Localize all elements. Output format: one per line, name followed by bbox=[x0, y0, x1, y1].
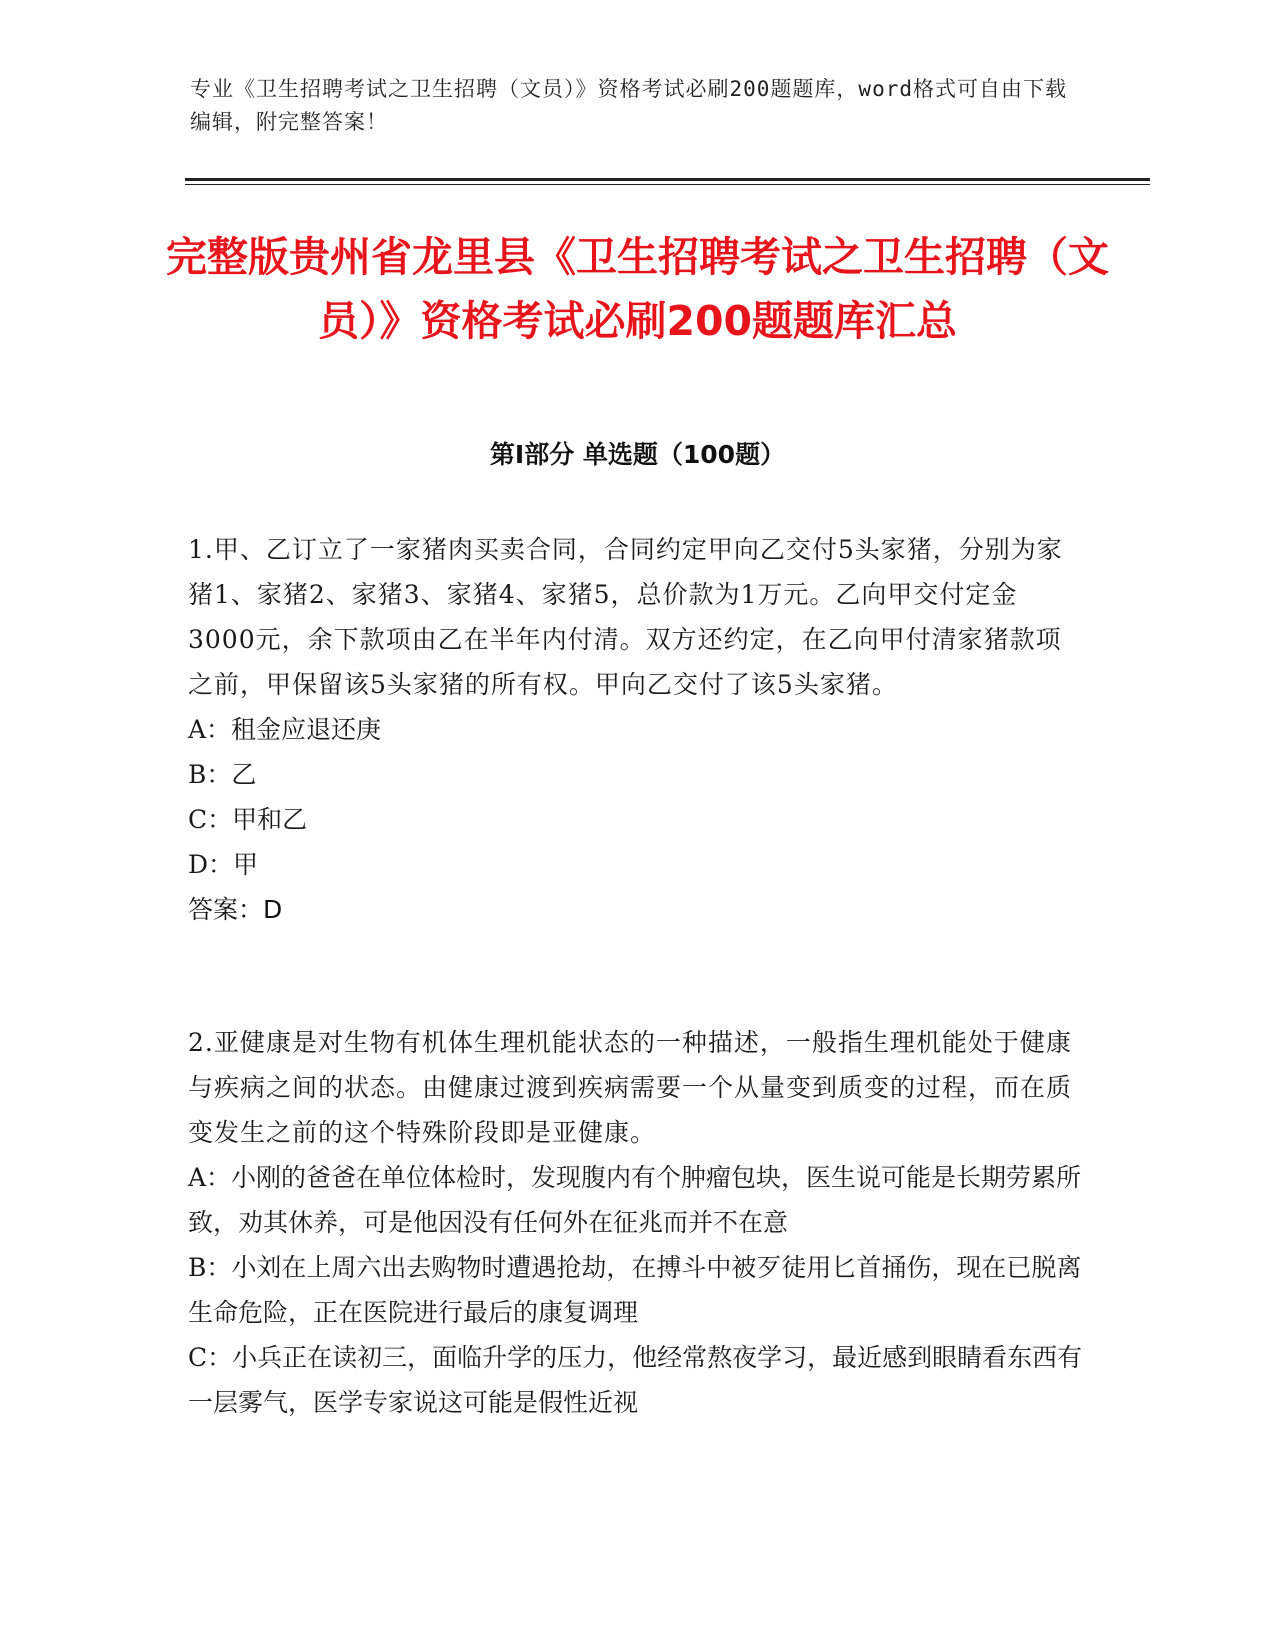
question-1 bbox=[188, 527, 1083, 932]
option-b: B：小刘在上周六出去购物时遭遇抢劫，在搏斗中被歹徒用匕首捅伤，现在已脱离生命危险，正在医院进行最后的康复调理 bbox=[188, 1253, 1082, 1327]
question-stem: 2.亚健康是对生物有机体生理机能状态的一种描述，一般指生理机能处于健康与疾病之间的状态。由健康过渡到疾病需要一个从量变到质变的过程，而在质变发生之前的这个特殊阶段即是亚健康。 bbox=[188, 1028, 1073, 1147]
question-2 bbox=[188, 1020, 1083, 1425]
option-d: D：甲 bbox=[188, 850, 259, 879]
answer-line: 答案：D bbox=[188, 895, 283, 924]
option-c: C：小兵正在读初三，面临升学的压力，他经常熬夜学习，最近感到眼睛看东西有一层雾气，医学专家说这可能是假性近视 bbox=[188, 1343, 1083, 1417]
option-a: A：租金应退还庚 bbox=[188, 715, 382, 744]
option-c: C：甲和乙 bbox=[188, 805, 308, 834]
option-a: A：小刚的爸爸在单位体检时，发现腹内有个肿瘤包块，医生说可能是长期劳累所致，劝其休养，可是他因没有任何外在征兆而并不在意 bbox=[188, 1163, 1082, 1237]
section-heading: 第Ⅰ部分 单选题（100题） bbox=[489, 440, 786, 469]
option-b: B：乙 bbox=[188, 760, 257, 789]
header-rule-thin bbox=[185, 184, 1150, 185]
header-rule-thick bbox=[185, 178, 1150, 181]
question-stem: 1.甲、乙订立了一家猪肉买卖合同，合同约定甲向乙交付5头家猪，分别为家猪1、家猪2、家猪3、家猪4、家猪5，总价款为1万元。乙向甲交付定金3000元，余下款项由乙在半年内付清。双方还约定，在乙向甲付清家猪款项之前，甲保留该5头家猪的所有权。甲向乙交付了该5头家猪。 bbox=[188, 535, 1063, 699]
document-title: 完整版贵州省龙里县《卫生招聘考试之卫生招聘（文员）》资格考试必刷200题题库汇总 bbox=[166, 233, 1109, 345]
header-note: 专业《卫生招聘考试之卫生招聘（文员）》资格考试必刷200题题库，word格式可自由下载编辑，附完整答案！ bbox=[190, 77, 1067, 134]
